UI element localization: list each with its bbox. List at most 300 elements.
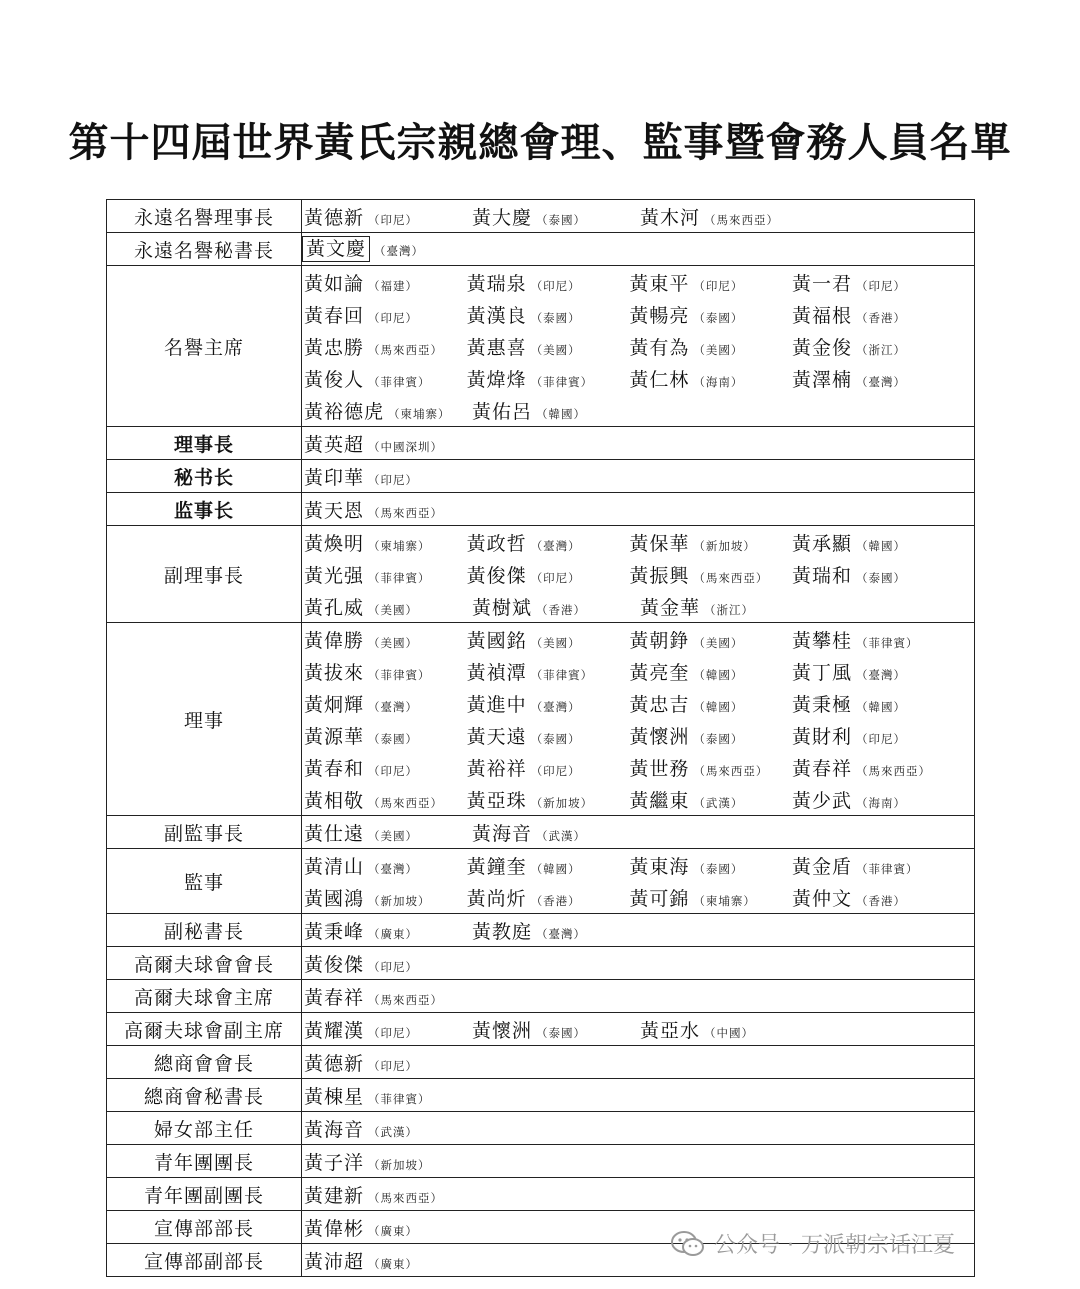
role-title: 宣傳部副部長 [107, 1244, 302, 1277]
member-name: 黃海音 [472, 822, 533, 845]
member-name: 黃瑞和 [792, 564, 853, 587]
member-name: 黃偉彬 [304, 1217, 365, 1240]
member-name: 黃清山 [304, 855, 365, 878]
member-name: 黃繼東 [629, 789, 690, 812]
member-list [302, 1178, 975, 1211]
roster-body [107, 200, 975, 1277]
roster-row [107, 200, 975, 233]
member-region: （韓國） [693, 667, 744, 682]
member-name: 黃振興 [629, 564, 690, 587]
roster-row [107, 427, 975, 460]
member-region: （韓國） [536, 406, 587, 421]
member-entry [302, 1214, 470, 1241]
member-entry [790, 754, 974, 781]
member-name: 黃源華 [304, 725, 365, 748]
member-entry [627, 884, 790, 911]
member-entry [790, 722, 974, 749]
member-list [302, 849, 975, 914]
member-region: （香港） [536, 602, 587, 617]
member-name: 黃承顯 [792, 532, 853, 555]
roster-row [107, 816, 975, 849]
role-title: 總商會會長 [107, 1046, 302, 1079]
role-title: 副理事長 [107, 526, 302, 623]
member-name: 黃印華 [304, 466, 365, 489]
member-name: 黃英超 [304, 433, 365, 456]
member-region: （印尼） [368, 1025, 419, 1040]
role-title: 名譽主席 [107, 266, 302, 427]
member-region: （臺灣） [530, 699, 581, 714]
roster-row [107, 526, 975, 623]
member-name: 黃煥明 [304, 532, 365, 555]
member-region: （泰國） [856, 570, 907, 585]
member-region: （臺灣） [856, 667, 907, 682]
member-name: 黃懷洲 [629, 725, 690, 748]
member-region: （馬來西亞） [368, 505, 444, 520]
member-entry [638, 593, 806, 620]
member-name: 黃沛超 [304, 1250, 365, 1273]
member-entry [302, 690, 465, 717]
member-region: （臺灣） [374, 244, 425, 258]
member-name: 黃丁風 [792, 661, 853, 684]
member-line [302, 1112, 974, 1144]
member-list [302, 1112, 975, 1145]
member-name: 黃惠喜 [466, 336, 527, 359]
member-region: （武漢） [536, 828, 587, 843]
member-entry [302, 754, 465, 781]
member-line [302, 590, 974, 622]
member-name: 黃偉勝 [304, 629, 365, 652]
member-region: （泰國） [536, 1025, 587, 1040]
member-region: （臺灣） [536, 926, 587, 941]
member-region: （中國深圳） [368, 439, 444, 454]
member-line [302, 526, 974, 558]
member-entry [302, 365, 465, 392]
member-name: 黃暢亮 [629, 304, 690, 327]
member-entry [465, 529, 628, 556]
member-name: 黃炯輝 [304, 693, 365, 716]
member-name: 黃有為 [629, 336, 690, 359]
member-region: （浙江） [856, 342, 907, 357]
member-entry [465, 301, 628, 328]
member-line [302, 298, 974, 330]
member-name: 黃亞水 [640, 1019, 701, 1042]
member-list [302, 460, 975, 493]
member-line [302, 362, 974, 394]
member-region: （新加坡） [693, 538, 756, 553]
member-region: （美國） [368, 635, 419, 650]
member-name: 黃亞珠 [466, 789, 527, 812]
member-line [302, 719, 974, 751]
member-line [302, 783, 974, 815]
member-name: 黃朝錚 [629, 629, 690, 652]
member-name: 黃東海 [629, 855, 690, 878]
member-entry [638, 1016, 806, 1043]
member-name: 黃教庭 [472, 920, 533, 943]
member-region: （新加坡） [368, 1157, 431, 1172]
member-entry [465, 786, 628, 813]
role-title: 监事长 [107, 493, 302, 526]
member-name: 黃裕德虎 [304, 400, 385, 423]
member-region: （武漢） [368, 1124, 419, 1139]
member-entry [302, 626, 465, 653]
member-entry [627, 786, 790, 813]
member-region: （廣東） [368, 1256, 419, 1271]
member-line [302, 655, 974, 687]
member-entry [627, 658, 790, 685]
member-region: （廣東） [368, 1223, 419, 1238]
member-line [302, 947, 974, 979]
member-line [302, 881, 974, 913]
member-region: （馬來西亞） [693, 763, 769, 778]
member-entry [470, 593, 638, 620]
member-name: 黃瑞泉 [466, 272, 527, 295]
member-region: （海南） [856, 795, 907, 810]
member-region: （印尼） [530, 570, 581, 585]
member-entry [627, 269, 790, 296]
roster-row [107, 233, 975, 266]
member-entry [790, 333, 974, 360]
member-name: 黃裕祥 [466, 757, 527, 780]
member-name: 黃秉峰 [304, 920, 365, 943]
member-region: （香港） [856, 893, 907, 908]
member-region: （廣東） [368, 926, 419, 941]
member-name: 黃春祥 [304, 986, 365, 1009]
member-list [302, 1145, 975, 1178]
member-list [302, 493, 975, 526]
member-name: 黃春回 [304, 304, 365, 327]
member-region: （柬埔寨） [388, 406, 451, 421]
member-entry [302, 561, 465, 588]
member-line [302, 914, 974, 946]
member-name: 黃春和 [304, 757, 365, 780]
member-region: （印尼） [368, 959, 419, 974]
member-name: 黃海音 [304, 1118, 365, 1141]
member-region: （福建） [368, 278, 419, 293]
member-entry [790, 561, 974, 588]
member-region: （泰國） [530, 731, 581, 746]
member-entry [465, 884, 628, 911]
member-entry [470, 819, 638, 846]
member-region: （菲律賓） [368, 374, 431, 389]
member-entry [302, 1016, 470, 1043]
member-name: 黃金盾 [792, 855, 853, 878]
member-region: （美國） [693, 342, 744, 357]
role-title: 青年團副團長 [107, 1178, 302, 1211]
roster-row [107, 623, 975, 816]
member-line [302, 1079, 974, 1111]
member-region: （香港） [530, 893, 581, 908]
member-name: 黃進中 [466, 693, 527, 716]
role-title: 副秘書長 [107, 914, 302, 947]
member-entry [465, 561, 628, 588]
member-name: 黃天恩 [304, 499, 365, 522]
member-entry [627, 301, 790, 328]
role-title: 宣傳部部長 [107, 1211, 302, 1244]
member-region: （臺灣） [368, 699, 419, 714]
member-region: （菲律賓） [856, 635, 919, 650]
member-entry [302, 1247, 470, 1274]
member-region: （泰國） [536, 212, 587, 227]
member-line [302, 330, 974, 362]
member-name: 黃一君 [792, 272, 853, 295]
role-title: 永遠名譽秘書長 [107, 233, 302, 266]
member-name: 黃耀漢 [304, 1019, 365, 1042]
member-name: 黃禎潭 [466, 661, 527, 684]
member-entry [790, 365, 974, 392]
member-region: （韓國） [693, 699, 744, 714]
role-title: 副監事長 [107, 816, 302, 849]
member-entry [302, 1148, 470, 1175]
roster-row [107, 493, 975, 526]
member-line [302, 558, 974, 590]
member-entry [465, 690, 628, 717]
member-list [302, 200, 975, 233]
member-entry [465, 269, 628, 296]
member-region: （新加坡） [368, 893, 431, 908]
role-title: 高爾夫球會副主席 [107, 1013, 302, 1046]
member-line [302, 751, 974, 783]
member-region: （美國） [368, 602, 419, 617]
member-name: 黃俊傑 [304, 953, 365, 976]
member-region: （泰國） [693, 731, 744, 746]
member-name: 黃政哲 [466, 532, 527, 555]
member-entry [470, 203, 638, 230]
wechat-icon [670, 1229, 706, 1259]
member-entry [790, 884, 974, 911]
member-region: （美國） [693, 635, 744, 650]
member-list [302, 947, 975, 980]
member-entry [790, 269, 974, 296]
member-entry [790, 626, 974, 653]
member-name: 黃攀桂 [792, 629, 853, 652]
watermark [670, 1228, 955, 1259]
member-name: 黃相敬 [304, 789, 365, 812]
roster-row [107, 1046, 975, 1079]
member-name: 黃可錦 [629, 887, 690, 910]
member-entry [638, 203, 806, 230]
member-region: （印尼） [530, 763, 581, 778]
member-region: （美國） [530, 342, 581, 357]
member-entry [302, 593, 470, 620]
member-region: （印尼） [530, 278, 581, 293]
role-title: 理事長 [107, 427, 302, 460]
member-list [302, 233, 975, 266]
member-name: 黃尚炘 [466, 887, 527, 910]
member-line [302, 980, 974, 1012]
member-list [302, 427, 975, 460]
role-title: 高爾夫球會會長 [107, 947, 302, 980]
member-region: （印尼） [368, 1058, 419, 1073]
member-region: （臺灣） [530, 538, 581, 553]
member-line [302, 849, 974, 881]
member-line [302, 1178, 974, 1210]
member-entry [302, 1049, 470, 1076]
member-region: （美國） [530, 635, 581, 650]
member-line [302, 1145, 974, 1177]
member-name: 黃仲文 [792, 887, 853, 910]
member-region: （菲律賓） [368, 667, 431, 682]
member-region: （臺灣） [856, 374, 907, 389]
member-name: 黃忠吉 [629, 693, 690, 716]
member-entry [627, 333, 790, 360]
member-entry [465, 852, 628, 879]
member-name: 黃光强 [304, 564, 365, 587]
member-region: （新加坡） [530, 795, 594, 810]
watermark-text: 公众号 · 万派朝宗话江夏 [714, 1233, 955, 1258]
member-name: 黃少武 [792, 789, 853, 812]
member-entry [465, 754, 628, 781]
member-name: 黃財利 [792, 725, 853, 748]
member-entry [302, 430, 470, 457]
member-line [302, 266, 974, 298]
member-region: （菲律賓） [530, 667, 594, 682]
page-title: 第十四屆世界黃氏宗親總會理、監事暨會務人員名單 [68, 119, 1012, 166]
member-entry [302, 1181, 470, 1208]
member-list [302, 623, 975, 816]
member-name: 黃仁林 [629, 368, 690, 391]
roster-row [107, 1013, 975, 1046]
member-region: （泰國） [530, 310, 581, 325]
member-entry [627, 754, 790, 781]
member-entry [627, 690, 790, 717]
member-name: 黃樹斌 [472, 596, 533, 619]
member-entry [465, 333, 628, 360]
member-name: 黃澤楠 [792, 368, 853, 391]
member-region: （柬埔寨） [693, 893, 756, 908]
member-entry [465, 658, 628, 685]
member-list [302, 526, 975, 623]
member-region: （臺灣） [368, 861, 419, 876]
roster-row [107, 1145, 975, 1178]
member-entry [302, 950, 470, 977]
role-title: 婦女部主任 [107, 1112, 302, 1145]
member-region: （馬來西亞） [368, 342, 444, 357]
member-name: 黃國鴻 [304, 887, 365, 910]
member-list [302, 816, 975, 849]
member-line [302, 623, 974, 655]
member-name: 黃世務 [629, 757, 690, 780]
member-line [302, 427, 974, 459]
member-line [302, 233, 974, 265]
member-entry [627, 626, 790, 653]
role-title: 總商會秘書長 [107, 1079, 302, 1112]
member-entry [470, 917, 638, 944]
member-line [302, 687, 974, 719]
role-title: 理事 [107, 623, 302, 816]
role-title: 監事 [107, 849, 302, 914]
member-entry [302, 397, 470, 424]
member-region: （香港） [856, 310, 907, 325]
member-name: 黃煒烽 [466, 368, 527, 391]
member-region: （印尼） [368, 472, 419, 487]
member-entry [790, 852, 974, 879]
role-title: 高爾夫球會主席 [107, 980, 302, 1013]
roster-row [107, 849, 975, 914]
member-name: 黃春祥 [792, 757, 853, 780]
member-region: （泰國） [693, 861, 744, 876]
member-region: （印尼） [693, 278, 744, 293]
roster-row [107, 914, 975, 947]
member-entry [302, 983, 470, 1010]
member-name: 黃孔威 [304, 596, 365, 619]
member-name: 黃漢良 [466, 304, 527, 327]
member-name: 黃仕遠 [304, 822, 365, 845]
member-entry [627, 722, 790, 749]
member-line [302, 460, 974, 492]
member-line [302, 394, 974, 426]
member-region: （馬來西亞） [368, 992, 444, 1007]
member-entry [627, 852, 790, 879]
member-name: 黃子洋 [304, 1151, 365, 1174]
member-name: 黃如論 [304, 272, 365, 295]
member-entry [790, 529, 974, 556]
member-name: 黃鐘奎 [466, 855, 527, 878]
member-region: （馬來西亞） [368, 795, 444, 810]
member-name: 黃金俊 [792, 336, 853, 359]
member-line [302, 200, 974, 232]
member-name: 黃棟星 [304, 1085, 365, 1108]
member-line [302, 816, 974, 848]
roster-row [107, 266, 975, 427]
member-region: （武漢） [693, 795, 744, 810]
member-name: 黃俊人 [304, 368, 365, 391]
member-entry [302, 852, 465, 879]
member-name: 黃佑呂 [472, 400, 533, 423]
member-list [302, 914, 975, 947]
member-region: （馬來西亞） [704, 212, 780, 227]
member-entry [470, 1016, 638, 1043]
member-region: （菲律賓） [368, 1091, 431, 1106]
member-name: 黃金華 [640, 596, 701, 619]
member-region: （美國） [368, 828, 419, 843]
member-name: 黃忠勝 [304, 336, 365, 359]
roster-row [107, 947, 975, 980]
member-region: （馬來西亞） [368, 1190, 444, 1205]
member-entry [627, 529, 790, 556]
member-name: 黃德新 [304, 206, 365, 229]
member-entry [465, 365, 628, 392]
member-entry [302, 1082, 470, 1109]
member-region: （菲律賓） [856, 861, 919, 876]
member-list [302, 266, 975, 427]
member-entry [790, 301, 974, 328]
member-entry [465, 626, 628, 653]
member-region: （印尼） [856, 278, 907, 293]
member-name: 黃亮奎 [629, 661, 690, 684]
member-entry [302, 529, 465, 556]
member-region: （印尼） [368, 212, 419, 227]
member-region: （馬來西亞） [693, 570, 769, 585]
role-title: 秘书长 [107, 460, 302, 493]
member-entry [465, 722, 628, 749]
member-region: （印尼） [368, 310, 419, 325]
roster-row [107, 1079, 975, 1112]
member-region: （菲律賓） [368, 570, 431, 585]
member-region: （韓國） [856, 538, 907, 553]
member-entry [302, 1115, 470, 1142]
member-name: 黃拔來 [304, 661, 365, 684]
member-name: 黃木河 [640, 206, 701, 229]
role-title: 永遠名譽理事長 [107, 200, 302, 233]
member-name: 黃俊傑 [466, 564, 527, 587]
member-name: 黃文慶 [302, 236, 370, 262]
member-region: （海南） [693, 374, 744, 389]
member-name: 黃德新 [304, 1052, 365, 1075]
member-region: （泰國） [368, 731, 419, 746]
member-entry [302, 269, 465, 296]
roster-row [107, 1112, 975, 1145]
member-region: （印尼） [368, 763, 419, 778]
